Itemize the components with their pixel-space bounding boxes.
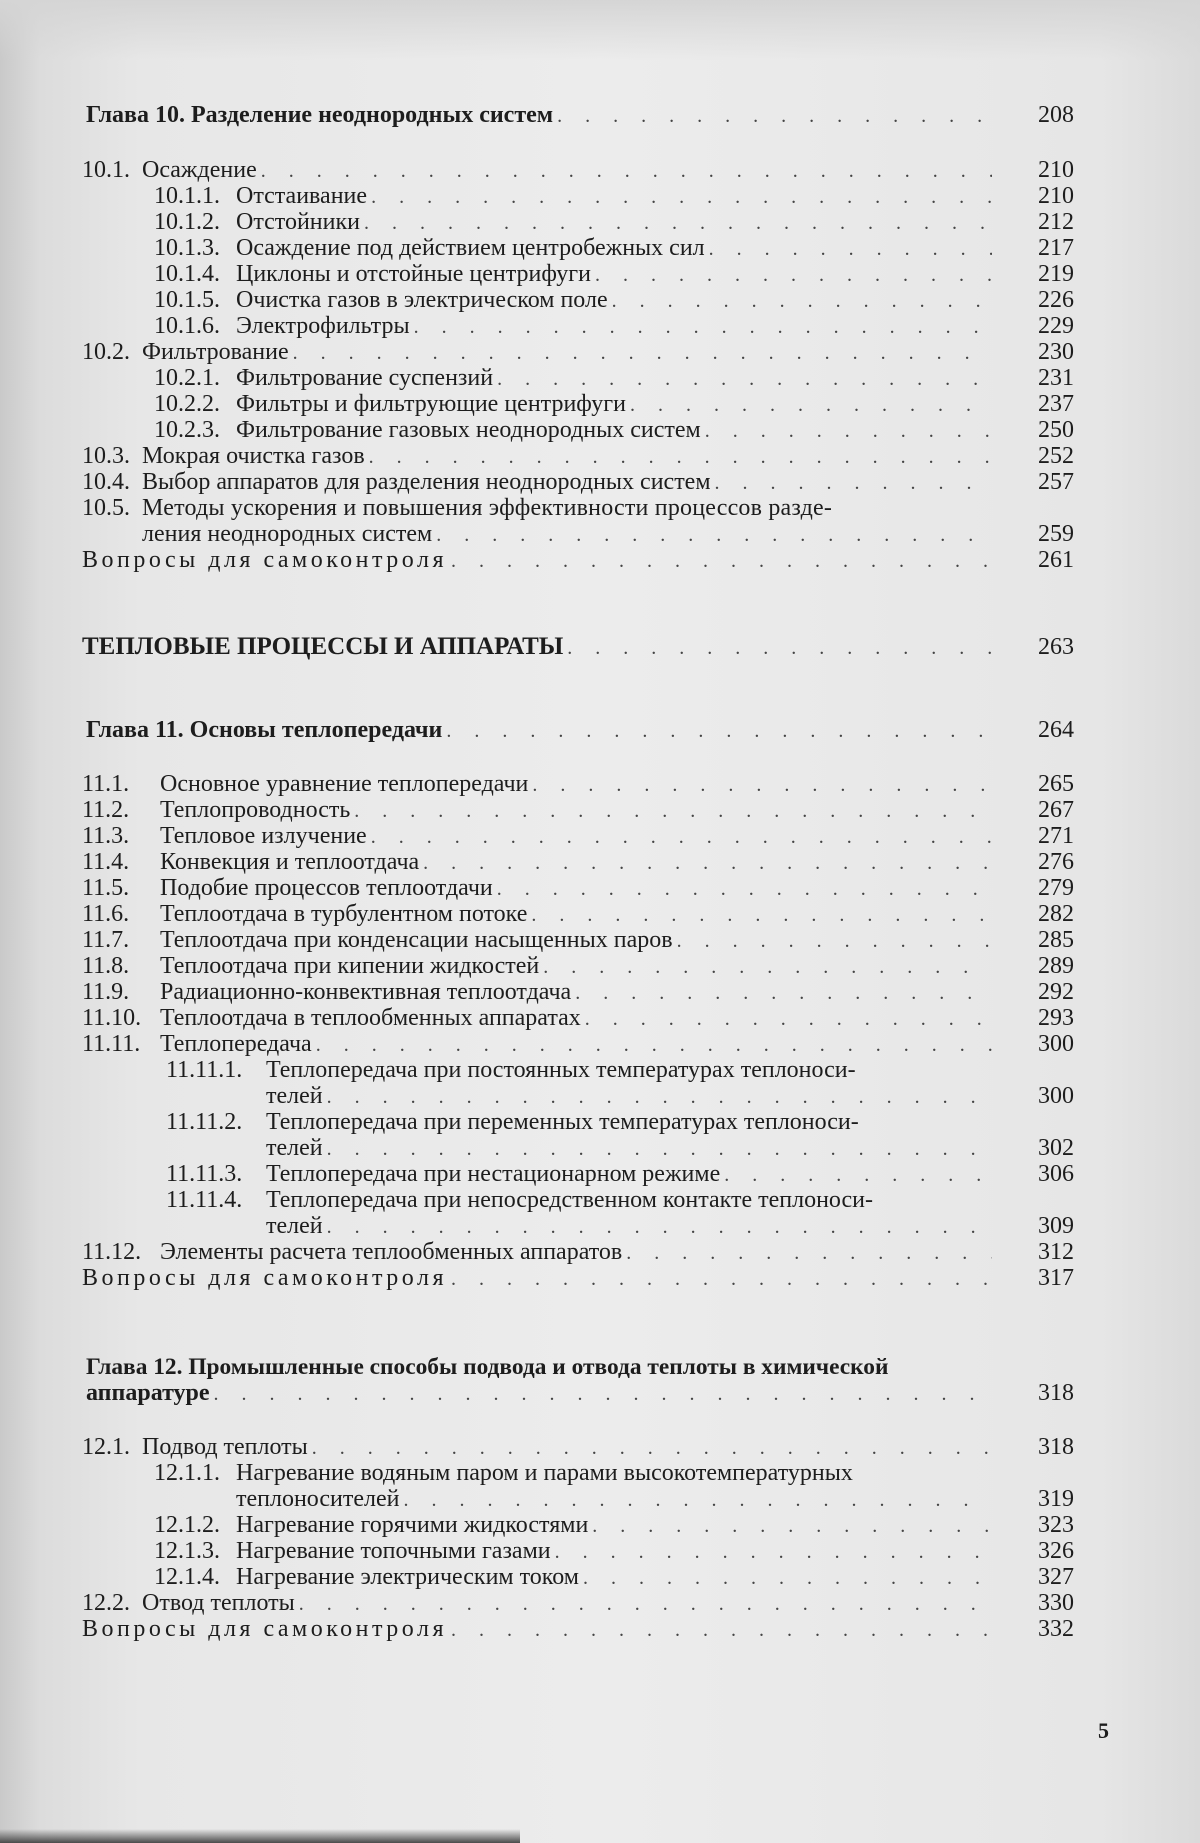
page-ref: 282: [1038, 901, 1074, 927]
section-title: ТЕПЛОВЫЕ ПРОЦЕССЫ И АППАРАТЫ: [82, 633, 564, 660]
entry-title-continued: телей: [266, 1135, 323, 1161]
toc-entry: [154, 209, 998, 235]
leader-dots: [214, 1381, 992, 1407]
chapter-12-heading-line1: [86, 1354, 998, 1380]
entry-title: Теплоотдача при кипении жидкостей: [160, 953, 540, 979]
toc-entry: [82, 469, 998, 495]
leader-dots: [626, 1240, 992, 1266]
page-ref: 319: [1038, 1486, 1074, 1512]
entry-number: 11.9.: [82, 979, 130, 1005]
page-ref: 210: [1038, 157, 1074, 183]
entry-number: 10.1.2.: [154, 209, 220, 235]
toc-entry: [82, 339, 998, 365]
entry-title: Теплопередача при непосредственном контакте теплоноси-: [266, 1187, 873, 1213]
toc-entry: [154, 1512, 998, 1538]
entry-title: Теплопередача: [160, 1031, 312, 1057]
toc-entry: [82, 875, 998, 901]
chapter-12-heading-line2: [86, 1380, 998, 1406]
page-ref: 300: [1038, 1031, 1074, 1057]
entry-number: 10.1.3.: [154, 235, 220, 261]
entry-number: 11.7.: [82, 927, 130, 953]
toc-entry: [82, 823, 998, 849]
entry-title: Отстаивание: [236, 183, 368, 209]
entry-number: 12.1.4.: [154, 1564, 220, 1590]
toc-entry-line1: [82, 495, 998, 521]
entry-title: Теплопередача при нестационарном режиме: [266, 1161, 721, 1187]
entry-number: 10.1.6.: [154, 313, 220, 339]
leader-dots: [575, 980, 992, 1006]
leader-dots: [261, 158, 992, 184]
page-ref: 312: [1038, 1239, 1074, 1265]
entry-title: Теплопередача при переменных температурах теплоноси-: [266, 1109, 859, 1135]
leader-dots: [299, 1591, 992, 1617]
leader-dots: [436, 522, 992, 548]
toc-entry-line1: [166, 1187, 998, 1213]
entry-number: 11.5.: [82, 875, 130, 901]
leader-dots: [567, 635, 992, 661]
leader-dots: [312, 1435, 992, 1461]
entry-title-continued: теплоносителей: [236, 1486, 400, 1512]
page-ref: 300: [1038, 1083, 1074, 1109]
page-ref: 257: [1038, 469, 1074, 495]
leader-dots: [583, 1565, 992, 1591]
leader-dots: [705, 418, 992, 444]
entry-number: 10.2.1.: [154, 365, 220, 391]
toc-entry: [82, 443, 998, 469]
page-ref: 264: [1038, 717, 1074, 743]
entry-title: Очистка газов в электрическом поле: [236, 287, 608, 313]
leader-dots: [595, 262, 992, 288]
toc-entry: [154, 287, 998, 313]
entry-number: 12.1.3.: [154, 1538, 220, 1564]
toc-entry: [82, 1005, 998, 1031]
questions-entry: [82, 547, 998, 573]
questions-title: Вопросы для самоконтроля: [82, 547, 448, 573]
entry-number: 11.12.: [82, 1239, 142, 1265]
toc-entry: [82, 1590, 998, 1616]
toc-entry-line1: [166, 1109, 998, 1135]
toc-entry: [154, 417, 998, 443]
questions-title: Вопросы для самоконтроля: [82, 1265, 448, 1291]
leader-dots: [451, 1617, 992, 1643]
leader-dots: [555, 1539, 992, 1565]
toc-entry-line1: [154, 1460, 998, 1486]
toc-entry: [82, 849, 998, 875]
chapter-title: Глава 10. Разделение неоднородных систем: [86, 102, 554, 128]
leader-dots: [497, 366, 992, 392]
leader-dots: [371, 184, 992, 210]
questions-entry: [82, 1265, 998, 1291]
page-ref: 309: [1038, 1213, 1074, 1239]
entry-number: 11.6.: [82, 901, 130, 927]
toc-entry: [82, 1434, 998, 1460]
entry-title: Фильтрование суспензий: [236, 365, 494, 391]
page-ref: 271: [1038, 823, 1074, 849]
entry-title: Фильтрование: [142, 339, 289, 365]
entry-number: 10.1.: [82, 157, 130, 183]
entry-number: 10.5.: [82, 495, 130, 521]
entry-number: 10.2.: [82, 339, 130, 365]
entry-number: 10.3.: [82, 443, 130, 469]
entry-number: 11.3.: [82, 823, 130, 849]
leader-dots: [451, 548, 992, 574]
chapter-title: Глава 12. Промышленные способы подвода и отвода теплоты в химической: [86, 1354, 889, 1380]
page-ref: 279: [1038, 875, 1074, 901]
entry-number: 10.4.: [82, 469, 130, 495]
entry-number: 12.1.1.: [154, 1460, 220, 1486]
page-ref: 261: [1038, 547, 1074, 573]
entry-title: Осаждение под действием центробежных сил: [236, 235, 705, 261]
entry-title: Нагревание топочными газами: [236, 1538, 551, 1564]
entry-number: 11.11.3.: [166, 1161, 243, 1187]
questions-entry: [82, 1616, 998, 1642]
leader-dots: [327, 1136, 992, 1162]
page-ref: 237: [1038, 391, 1074, 417]
leader-dots: [532, 772, 992, 798]
leader-dots: [451, 1266, 992, 1292]
entry-title: Элементы расчета теплообменных аппаратов: [160, 1239, 623, 1265]
entry-title: Подвод теплоты: [142, 1434, 308, 1460]
entry-title: Теплоотдача в турбулентном потоке: [160, 901, 528, 927]
toc-entry-line2: [266, 1083, 998, 1109]
entry-title: Фильтры и фильтрующие центрифуги: [236, 391, 626, 417]
entry-title: Выбор аппаратов для разделения неоднородных систем: [142, 469, 711, 495]
page-ref: 289: [1038, 953, 1074, 979]
page-ref: 318: [1038, 1434, 1074, 1460]
leader-dots: [404, 1487, 992, 1513]
leader-dots: [531, 902, 992, 928]
chapter-title-continued: аппаратуре: [86, 1380, 210, 1406]
entry-title: Нагревание водяным паром и парами высокотемпературных: [236, 1460, 853, 1486]
entry-title: Нагревание электрическим током: [236, 1564, 579, 1590]
entry-number: 11.11.4.: [166, 1187, 243, 1213]
leader-dots: [709, 236, 992, 262]
entry-title: Методы ускорения и повышения эффективности процессов разде-: [142, 495, 833, 521]
toc-entry-line2: [266, 1135, 998, 1161]
leader-dots: [414, 314, 992, 340]
entry-title: Основное уравнение теплопередачи: [160, 771, 529, 797]
toc-entry-line2: [142, 521, 998, 547]
entry-number: 11.2.: [82, 797, 130, 823]
toc-entry: [154, 1538, 998, 1564]
page-ref: 229: [1038, 313, 1074, 339]
page-ref: 265: [1038, 771, 1074, 797]
entry-title-continued: ления неоднородных систем: [142, 521, 433, 547]
leader-dots: [557, 103, 992, 129]
toc-entry: [82, 927, 998, 953]
page-ref: 267: [1038, 797, 1074, 823]
entry-title: Фильтрование газовых неоднородных систем: [236, 417, 701, 443]
entry-number: 11.8.: [82, 953, 130, 979]
toc-entry: [154, 1564, 998, 1590]
entry-title: Теплоотдача при конденсации насыщенных паров: [160, 927, 673, 953]
toc-entry: [166, 1161, 998, 1187]
entry-title: Конвекция и теплоотдача: [160, 849, 420, 875]
entry-number: 11.4.: [82, 849, 130, 875]
toc-entry: [82, 901, 998, 927]
page-ref: 219: [1038, 261, 1074, 287]
page-number: 5: [1098, 1718, 1109, 1743]
page-ref: 302: [1038, 1135, 1074, 1161]
toc-entry: [82, 953, 998, 979]
section-heading: [82, 634, 998, 660]
leader-dots: [371, 824, 992, 850]
chapter-10-heading: [86, 102, 998, 128]
leader-dots: [543, 954, 992, 980]
toc-entry: [154, 391, 998, 417]
toc-entry-line1: [166, 1057, 998, 1083]
entry-number: 10.2.2.: [154, 391, 220, 417]
entry-title: Электрофильтры: [236, 313, 410, 339]
page-ref: 293: [1038, 1005, 1074, 1031]
entry-number: 11.11.2.: [166, 1109, 243, 1135]
entry-number: 12.1.: [82, 1434, 130, 1460]
leader-dots: [354, 798, 992, 824]
leader-dots: [677, 928, 992, 954]
entry-title: Подобие процессов теплоотдачи: [160, 875, 493, 901]
page-ref: 323: [1038, 1512, 1074, 1538]
page-ref: 285: [1038, 927, 1074, 953]
page-ref: 263: [1038, 634, 1074, 660]
entry-title: Теплопередача при постоянных температурах теплоноси-: [266, 1057, 856, 1083]
page-ref: 317: [1038, 1265, 1074, 1291]
leader-dots: [293, 340, 992, 366]
toc-entry: [154, 235, 998, 261]
entry-title: Радиационно-конвективная теплоотдача: [160, 979, 572, 1005]
toc-entry: [82, 1239, 998, 1265]
leader-dots: [612, 288, 992, 314]
page-ref: 276: [1038, 849, 1074, 875]
chapter-title: Глава 11. Основы теплопередачи: [86, 717, 443, 743]
page-ref: 226: [1038, 287, 1074, 313]
page-ref: 326: [1038, 1538, 1074, 1564]
leader-dots: [316, 1032, 992, 1058]
toc-entry: [82, 1031, 998, 1057]
toc-entry: [154, 261, 998, 287]
page-ref: 231: [1038, 365, 1074, 391]
page-ref: 306: [1038, 1161, 1074, 1187]
page-ref: 292: [1038, 979, 1074, 1005]
entry-title: Мокрая очистка газов: [142, 443, 365, 469]
leader-dots: [715, 470, 992, 496]
entry-number: 11.11.1.: [166, 1057, 243, 1083]
entry-number: 11.11.: [82, 1031, 141, 1057]
toc-entry: [82, 157, 998, 183]
toc-entry-line2: [266, 1213, 998, 1239]
toc-entry: [82, 979, 998, 1005]
page-ref: 327: [1038, 1564, 1074, 1590]
page-ref: 330: [1038, 1590, 1074, 1616]
questions-title: Вопросы для самоконтроля: [82, 1616, 448, 1642]
leader-dots: [446, 718, 992, 744]
entry-number: 11.1.: [82, 771, 130, 797]
entry-number: 12.2.: [82, 1590, 130, 1616]
leader-dots: [497, 876, 992, 902]
entry-number: 10.1.5.: [154, 287, 220, 313]
leader-dots: [630, 392, 992, 418]
toc-entry: [154, 365, 998, 391]
page-ref: 212: [1038, 209, 1074, 235]
leader-dots: [585, 1006, 992, 1032]
entry-title: Осаждение: [142, 157, 257, 183]
leader-dots: [327, 1214, 992, 1240]
leader-dots: [327, 1084, 992, 1110]
page-ref: 217: [1038, 235, 1074, 261]
toc-entry-line2: [236, 1486, 998, 1512]
page-ref: 210: [1038, 183, 1074, 209]
entry-title: Теплоотдача в теплообменных аппаратах: [160, 1005, 581, 1031]
entry-title: Отвод теплоты: [142, 1590, 295, 1616]
entry-title-continued: телей: [266, 1083, 323, 1109]
entry-title: Нагревание горячими жидкостями: [236, 1512, 589, 1538]
page-ref: 332: [1038, 1616, 1074, 1642]
entry-number: 11.10.: [82, 1005, 142, 1031]
page-ref: 259: [1038, 521, 1074, 547]
leader-dots: [423, 850, 992, 876]
leader-dots: [369, 444, 992, 470]
entry-title: Циклоны и отстойные центрифуги: [236, 261, 591, 287]
leader-dots: [364, 210, 992, 236]
leader-dots: [724, 1162, 992, 1188]
page-ref: 318: [1038, 1380, 1074, 1406]
toc-entry: [82, 771, 998, 797]
entry-title-continued: телей: [266, 1213, 323, 1239]
scan-edge-shadow: [0, 1829, 520, 1843]
chapter-11-heading: [86, 717, 998, 743]
toc-entry: [154, 313, 998, 339]
entry-number: 10.2.3.: [154, 417, 220, 443]
toc-entry: [82, 797, 998, 823]
entry-number: 12.1.2.: [154, 1512, 220, 1538]
entry-title: Тепловое излучение: [160, 823, 367, 849]
page-ref: 252: [1038, 443, 1074, 469]
leader-dots: [592, 1513, 992, 1539]
page-ref: 250: [1038, 417, 1074, 443]
page-ref: 208: [1038, 102, 1074, 128]
page-ref: 230: [1038, 339, 1074, 365]
entry-title: Теплопроводность: [160, 797, 351, 823]
entry-number: 10.1.4.: [154, 261, 220, 287]
entry-title: Отстойники: [236, 209, 360, 235]
entry-number: 10.1.1.: [154, 183, 220, 209]
toc-entry: [154, 183, 998, 209]
